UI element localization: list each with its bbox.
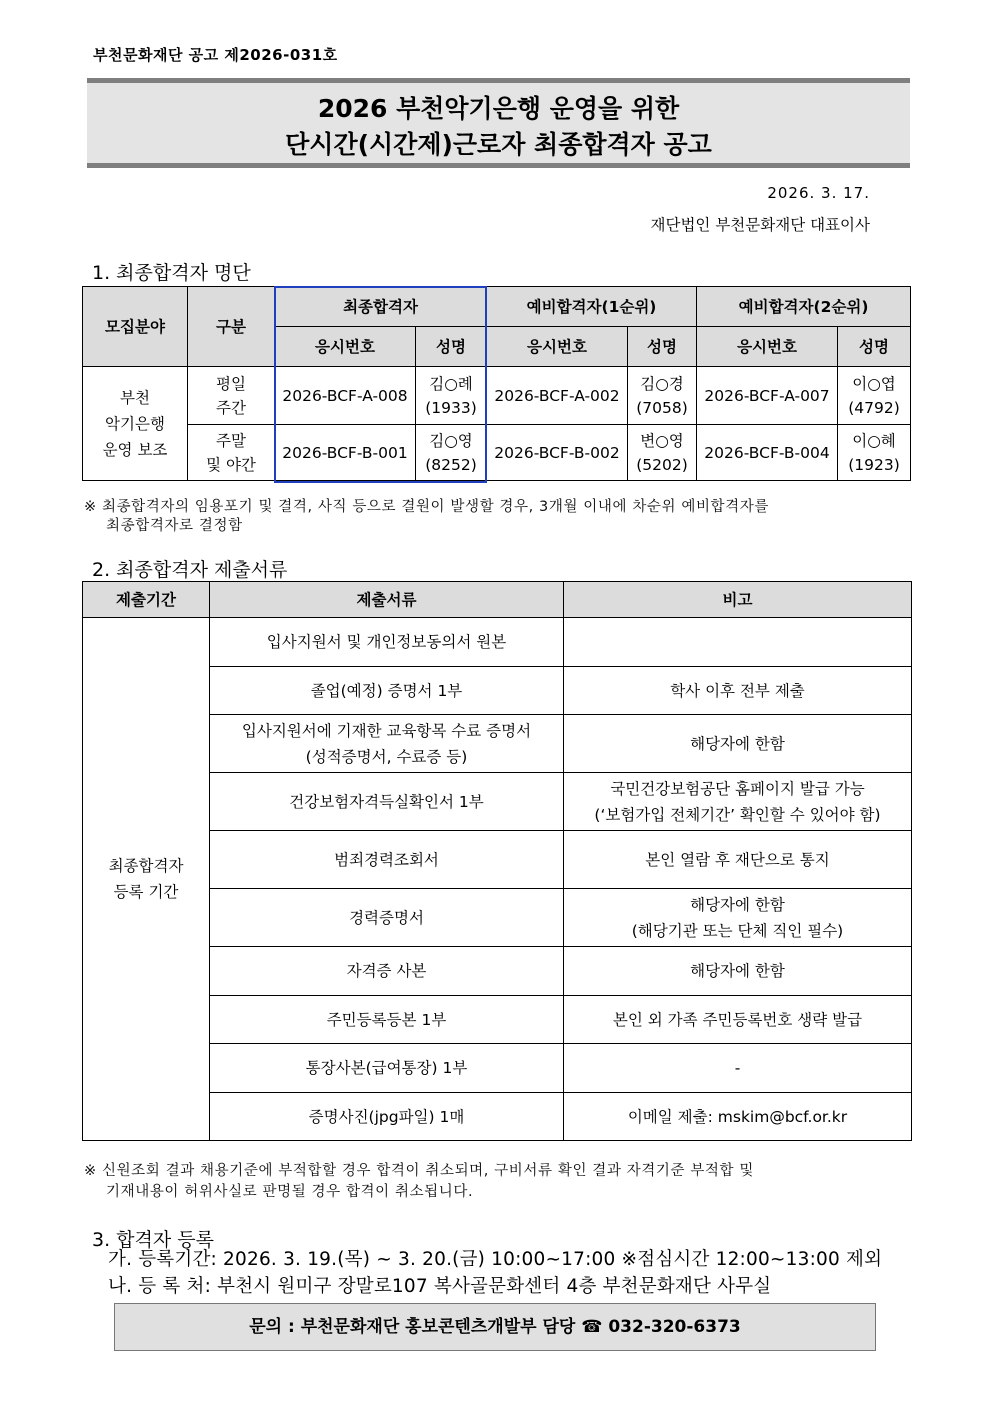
section1-note-line2: 최종합격자로 결정함 <box>106 518 243 534</box>
header-category: 구분 <box>188 287 275 367</box>
registration-period: 가. 등록기간: 2026. 3. 19.(목) ~ 3. 20.(금) 10:00~17:00 ※점심시간 12:00~13:00 제외 <box>108 1249 883 1270</box>
remark-cell <box>564 618 912 667</box>
name-cell: 이○엽 (4792) <box>838 367 911 425</box>
contact-phone[interactable]: 032-320-6373 <box>608 1317 741 1337</box>
field-value: 부천 악기은행 운영 보조 <box>83 367 188 481</box>
remark-cell: 해당자에 한함 (해당기관 또는 단체 직인 필수) <box>564 889 912 947</box>
remark-cell: 국민건강보험공단 홈페이지 발급 가능 (‘보험가입 전체기간’ 확인할 수 있어야 함) <box>564 773 912 831</box>
remark-cell: 본인 외 가족 주민등록번호 생략 발급 <box>564 996 912 1044</box>
section2-heading: 2. 최종합격자 제출서류 <box>92 559 288 581</box>
doc-cell: 증명사진(jpg파일) 1매 <box>210 1093 564 1141</box>
section1-note-line1: ※ 최종합격자의 임용포기 및 결격, 사직 등으로 결원이 발생할 경우, 3개월 이내에 차순위 예비합격자를 <box>84 499 769 515</box>
section2-note-line2: 기재내용이 허위사실로 판명될 경우 합격이 취소됩니다. <box>106 1184 474 1200</box>
exam-no-cell: 2026-BCF-B-002 <box>487 425 628 481</box>
name-cell: 변○영 (5202) <box>628 425 697 481</box>
header-docs: 제출서류 <box>210 582 564 618</box>
table-row <box>83 425 911 481</box>
header-reserve1: 예비합격자(1순위) <box>487 287 697 327</box>
table-row <box>83 367 911 425</box>
registration-place: 나. 등 록 처: 부천시 원미구 장말로107 복사골문화센터 4층 부천문화재단 사무실 <box>108 1276 772 1297</box>
table-row <box>83 618 912 667</box>
header-exam-no: 응시번호 <box>697 327 838 367</box>
exam-no-cell: 2026-BCF-A-008 <box>275 367 416 425</box>
exam-no-cell: 2026-BCF-A-002 <box>487 367 628 425</box>
name-cell: 김○례 (1933) <box>416 367 487 425</box>
category-cell: 평일 주간 <box>188 367 275 425</box>
header-name: 성명 <box>838 327 911 367</box>
final-list-table <box>82 286 911 481</box>
documents-table <box>82 581 912 1141</box>
contact-label: 문의 : 부천문화재단 홍보콘텐츠개발부 담당 <box>249 1317 576 1337</box>
header-exam-no: 응시번호 <box>487 327 628 367</box>
doc-cell: 건강보험자격득실확인서 1부 <box>210 773 564 831</box>
header-name: 성명 <box>416 327 487 367</box>
doc-cell: 통장사본(급여통장) 1부 <box>210 1044 564 1093</box>
page-title-line2: 단시간(시간제)근로자 최종합격자 공고 <box>285 130 712 159</box>
name-cell: 김○영 (8252) <box>416 425 487 481</box>
remark-cell: 본인 열람 후 재단으로 통지 <box>564 831 912 889</box>
registration-details <box>108 1246 882 1300</box>
notice-date: 2026. 3. 17. <box>767 184 870 202</box>
phone-icon: ☎ <box>581 1317 603 1337</box>
exam-no-cell: 2026-BCF-A-007 <box>697 367 838 425</box>
remark-cell[interactable]: 이메일 제출: mskim@bcf.or.kr <box>564 1093 912 1141</box>
remark-cell: 해당자에 한함 <box>564 947 912 996</box>
doc-cell: 입사지원서에 기재한 교육항목 수료 증명서 (성적증명서, 수료증 등) <box>210 715 564 773</box>
issuer: 재단법인 부천문화재단 대표이사 <box>650 216 870 234</box>
category-cell: 주말 및 야간 <box>188 425 275 481</box>
exam-no-cell: 2026-BCF-B-001 <box>275 425 416 481</box>
header-field: 모집분야 <box>83 287 188 367</box>
remark-cell: 학사 이후 전부 제출 <box>564 667 912 715</box>
doc-cell: 범죄경력조회서 <box>210 831 564 889</box>
notice-number: 부천문화재단 공고 제2026-031호 <box>93 46 338 64</box>
header-exam-no: 응시번호 <box>275 327 416 367</box>
title-box <box>87 78 910 168</box>
header-reserve2: 예비합격자(2순위) <box>697 287 911 327</box>
period-value: 최종합격자 등록 기간 <box>83 618 210 1141</box>
name-cell: 이○혜 (1923) <box>838 425 911 481</box>
page-title-line1: 2026 부천악기은행 운영을 위한 <box>317 94 680 123</box>
section1-heading: 1. 최종합격자 명단 <box>92 262 251 284</box>
doc-cell: 경력증명서 <box>210 889 564 947</box>
doc-cell: 졸업(예정) 증명서 1부 <box>210 667 564 715</box>
doc-cell: 자격증 사본 <box>210 947 564 996</box>
doc-cell: 입사지원서 및 개인정보동의서 원본 <box>210 618 564 667</box>
exam-no-cell: 2026-BCF-B-004 <box>697 425 838 481</box>
header-remarks: 비고 <box>564 582 912 618</box>
section3-heading: 3. 합격자 등록 <box>92 1229 214 1251</box>
remark-cell: 해당자에 한함 <box>564 715 912 773</box>
name-cell: 김○경 (7058) <box>628 367 697 425</box>
header-period: 제출기간 <box>83 582 210 618</box>
header-final: 최종합격자 <box>275 287 487 327</box>
contact-box <box>114 1303 876 1351</box>
doc-cell: 주민등록등본 1부 <box>210 996 564 1044</box>
remark-cell: - <box>564 1044 912 1093</box>
section2-note-line1: ※ 신원조회 결과 채용기준에 부적합할 경우 합격이 취소되며, 구비서류 확인 결과 자격기준 부적합 및 <box>84 1163 754 1179</box>
header-name: 성명 <box>628 327 697 367</box>
